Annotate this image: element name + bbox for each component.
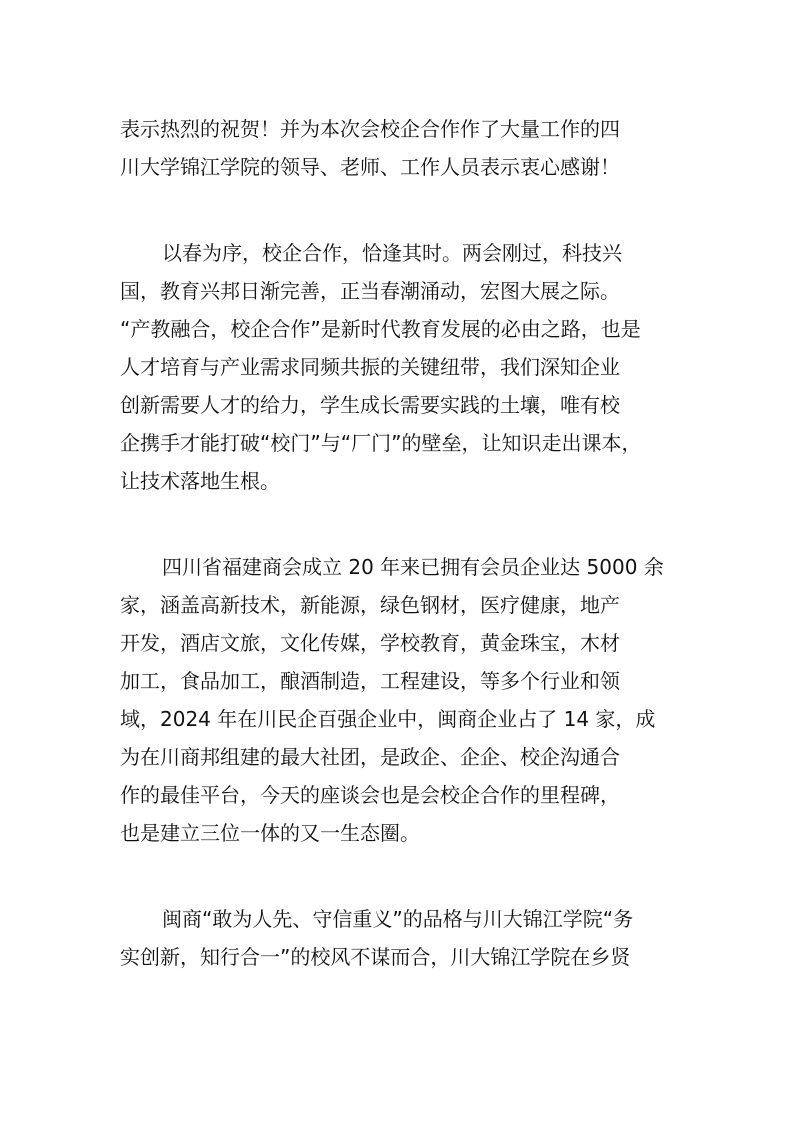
paragraph-gap	[120, 852, 680, 900]
text-line: 开发，酒店文旅，文化传媒，学校教育，黄金珠宝，木材	[120, 631, 620, 655]
text-line: 加工，食品加工，酿酒制造，工程建设，等多个行业和领	[120, 669, 620, 693]
text-line: 创新需要人才的给力，学生成长需要实践的土壤，唯有校	[120, 393, 620, 417]
paragraph-2	[120, 234, 680, 500]
text-line: 闽商“敢为人先、守信重义”的品格与川大锦江学院“务	[162, 907, 634, 931]
document-body	[120, 110, 680, 976]
text-line: 域，2024 年在川民企百强企业中，闽商企业占了 14 家，成	[120, 707, 656, 731]
text-line: 实创新，知行合一”的校风不谋而合，川大锦江学院在乡贤	[120, 945, 631, 969]
paragraph-3	[120, 548, 680, 852]
paragraph-1	[120, 110, 680, 186]
text-line: 国，教育兴邦日渐完善，正当春潮涌动，宏图大展之际。	[120, 279, 620, 303]
text-line: 以春为序，校企合作，恰逢其时。两会刚过，科技兴	[162, 241, 622, 265]
text-line: 企携手才能打破“校门”与“厂门”的壁垒，让知识走出课本，	[120, 431, 642, 455]
text-line: “产教融合，校企合作”是新时代教育发展的必由之路，也是	[120, 317, 641, 341]
text-line: 作的最佳平台，今天的座谈会也是会校企合作的里程碑，	[120, 783, 620, 807]
text-line: 家，涵盖高新技术，新能源，绿色钢材，医疗健康，地产	[120, 593, 620, 617]
text-line: 人才培育与产业需求同频共振的关键纽带，我们深知企业	[120, 355, 620, 379]
text-line: 四川省福建商会成立 20 年来已拥有会员企业达 5000 余	[162, 555, 664, 579]
text-line: 川大学锦江学院的领导、老师、工作人员表示衷心感谢！	[120, 155, 620, 179]
text-line: 也是建立三位一体的又一生态圈。	[120, 821, 420, 845]
paragraph-gap	[120, 186, 680, 234]
paragraph-gap	[120, 500, 680, 548]
text-line: 为在川商邦组建的最大社团，是政企、企企、校企沟通合	[120, 745, 620, 769]
paragraph-4	[120, 900, 680, 976]
text-line: 表示热烈的祝贺！并为本次会校企合作作了大量工作的四	[120, 117, 620, 141]
text-line: 让技术落地生根。	[120, 469, 280, 493]
